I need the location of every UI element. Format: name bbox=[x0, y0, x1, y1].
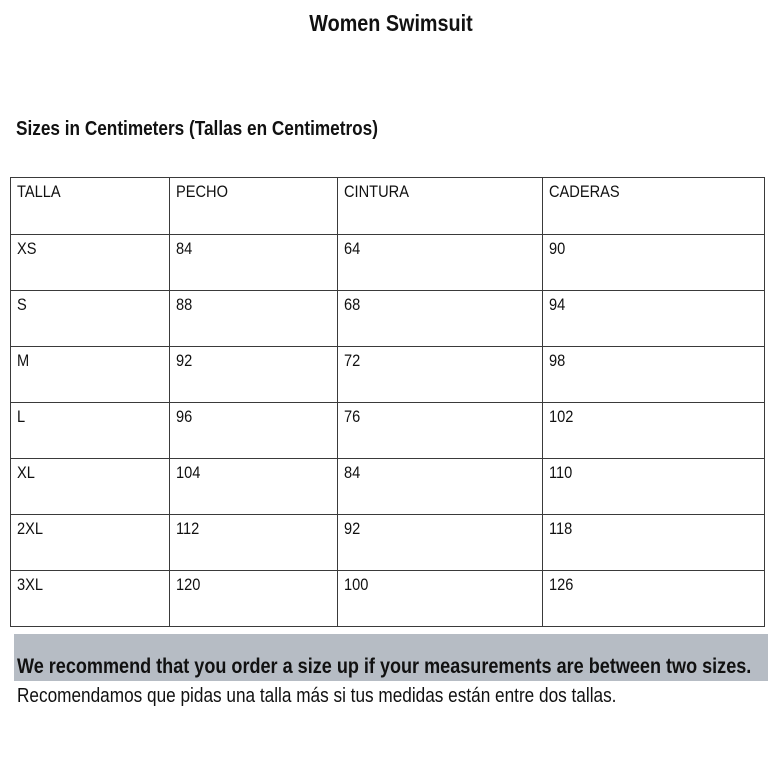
cell-caderas: 126 bbox=[543, 571, 765, 627]
recommendation-english: We recommend that you order a size up if your measurements are between two sizes. bbox=[17, 655, 752, 678]
table-row bbox=[11, 347, 765, 403]
cell-pecho: 120 bbox=[170, 571, 338, 627]
cell-talla: XS bbox=[11, 235, 170, 291]
header-talla: TALLA bbox=[11, 178, 170, 235]
cell-cintura: 68 bbox=[338, 291, 543, 347]
table-row bbox=[11, 291, 765, 347]
cell-caderas: 102 bbox=[543, 403, 765, 459]
cell-pecho: 96 bbox=[170, 403, 338, 459]
cell-cintura: 100 bbox=[338, 571, 543, 627]
cell-talla: XL bbox=[11, 459, 170, 515]
header-cintura: CINTURA bbox=[338, 178, 543, 235]
cell-pecho: 104 bbox=[170, 459, 338, 515]
page-title: Women Swimsuit bbox=[309, 10, 473, 36]
cell-talla: 2XL bbox=[11, 515, 170, 571]
table-header-row bbox=[11, 178, 765, 235]
cell-pecho: 112 bbox=[170, 515, 338, 571]
table-row bbox=[11, 403, 765, 459]
size-chart-table bbox=[10, 177, 765, 627]
cell-cintura: 64 bbox=[338, 235, 543, 291]
cell-talla: 3XL bbox=[11, 571, 170, 627]
cell-caderas: 90 bbox=[543, 235, 765, 291]
table-row bbox=[11, 235, 765, 291]
cell-talla: L bbox=[11, 403, 170, 459]
cell-pecho: 88 bbox=[170, 291, 338, 347]
table-row bbox=[11, 571, 765, 627]
cell-cintura: 72 bbox=[338, 347, 543, 403]
table-row bbox=[11, 459, 765, 515]
cell-talla: S bbox=[11, 291, 170, 347]
cell-pecho: 84 bbox=[170, 235, 338, 291]
cell-caderas: 94 bbox=[543, 291, 765, 347]
table-row bbox=[11, 515, 765, 571]
recommendation-spanish: Recomendamos que pidas una talla más si tus medidas están entre dos tallas. bbox=[17, 685, 617, 707]
cell-cintura: 92 bbox=[338, 515, 543, 571]
cell-caderas: 118 bbox=[543, 515, 765, 571]
table-subtitle: Sizes in Centimeters (Tallas en Centimetros) bbox=[16, 118, 378, 140]
cell-pecho: 92 bbox=[170, 347, 338, 403]
cell-caderas: 110 bbox=[543, 459, 765, 515]
cell-cintura: 76 bbox=[338, 403, 543, 459]
header-pecho: PECHO bbox=[170, 178, 338, 235]
header-caderas: CADERAS bbox=[543, 178, 765, 235]
cell-caderas: 98 bbox=[543, 347, 765, 403]
cell-cintura: 84 bbox=[338, 459, 543, 515]
cell-talla: M bbox=[11, 347, 170, 403]
